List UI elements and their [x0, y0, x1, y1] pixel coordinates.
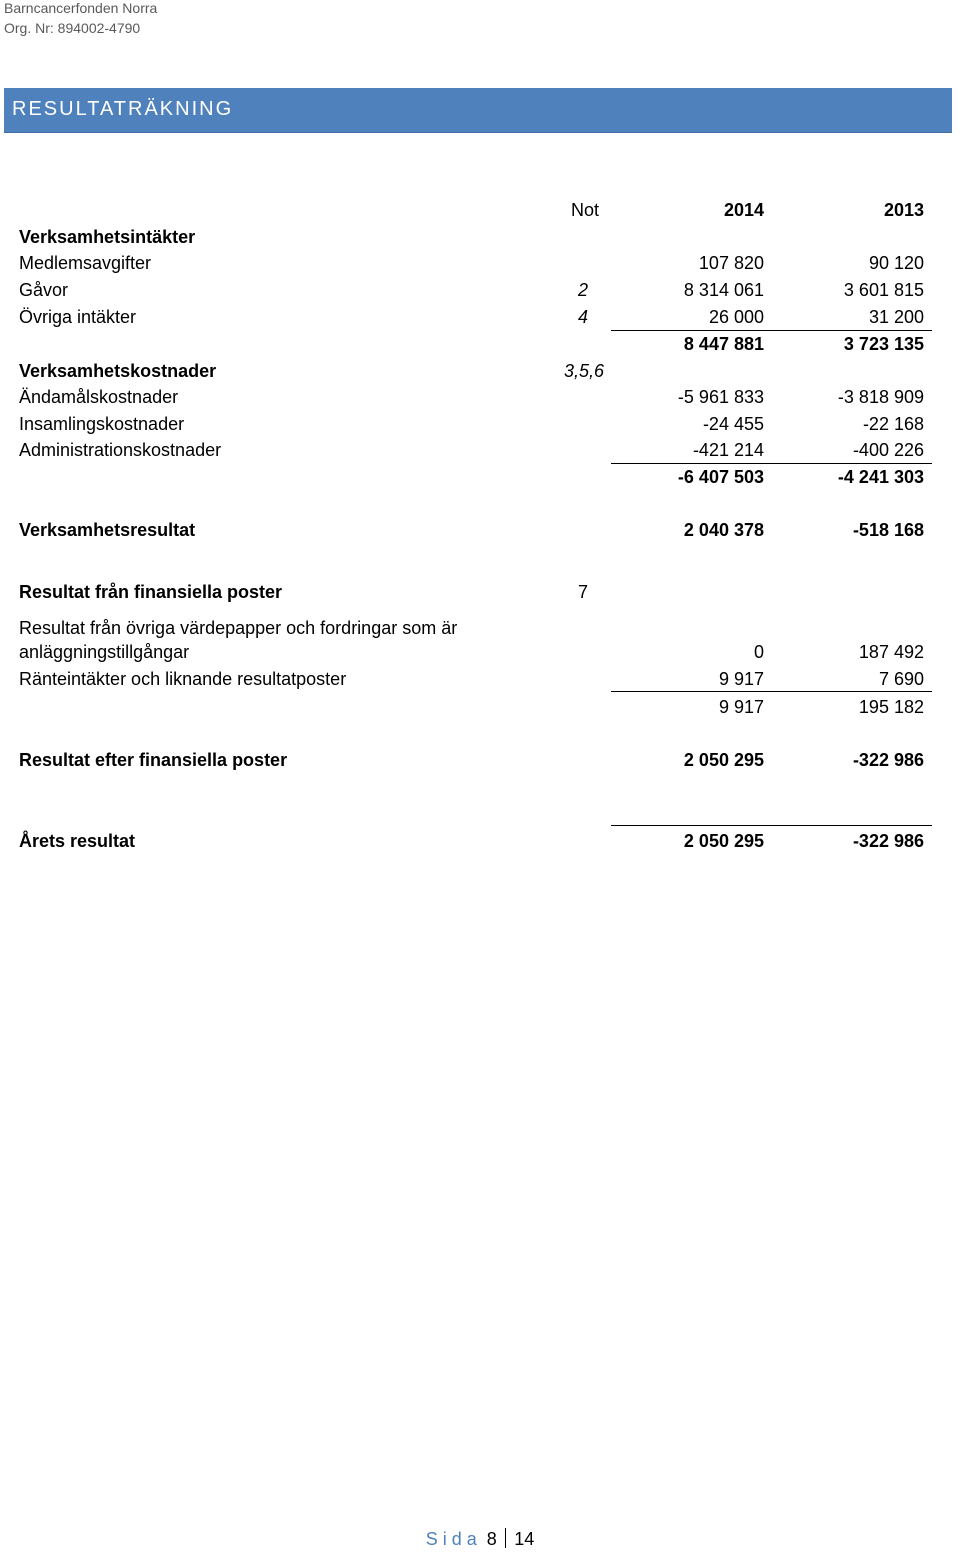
operating-result-2014: 2 040 378 [683, 520, 764, 540]
value-2013: -3 818 909 [837, 387, 924, 407]
note-ref: 7 [577, 582, 588, 602]
sum-rule [611, 691, 772, 692]
organization-name: Barncancerfonden Norra [4, 0, 158, 16]
value-2014: 9 917 [718, 669, 764, 689]
column-header-2014: 2014 [723, 200, 764, 220]
costs-heading: Verksamhetskostnader [19, 361, 217, 381]
value-2013: -22 168 [862, 414, 924, 434]
income-total-2014: 8 447 881 [683, 334, 764, 354]
operating-result-2013: -518 168 [852, 520, 924, 540]
year-result-label: Årets resultat [19, 831, 136, 851]
row-label: Ränteintäkter och liknande resultatposter [19, 669, 347, 689]
value-2013: 90 120 [868, 253, 924, 273]
organization-number: Org. Nr: 894002-4790 [4, 20, 141, 36]
year-result-2014: 2 050 295 [683, 831, 764, 851]
row-label: Medlemsavgifter [19, 253, 152, 273]
row-label: Gåvor [19, 280, 69, 300]
row-label: Administrationskostnader [19, 440, 222, 460]
sum-rule [772, 330, 932, 331]
financial-total-2013: 195 182 [858, 697, 924, 717]
value-2013: -400 226 [852, 440, 924, 460]
value-2014: -24 455 [702, 414, 764, 434]
sum-rule [772, 825, 932, 826]
value-2013: 187 492 [858, 642, 924, 662]
column-header-not: Not [570, 200, 599, 220]
row-label: Insamlingskostnader [19, 414, 185, 434]
value-2013: 3 601 815 [843, 280, 924, 300]
year-result-2013: -322 986 [852, 831, 924, 851]
row-label: Övriga intäkter [19, 307, 137, 327]
column-header-2013: 2013 [883, 200, 924, 220]
after-financial-2014: 2 050 295 [683, 750, 764, 770]
value-2014: 26 000 [708, 307, 764, 327]
footer-separator [505, 1528, 507, 1548]
sum-rule [611, 825, 772, 826]
sum-rule [772, 691, 932, 692]
row-label: Ändamålskostnader [19, 387, 179, 407]
value-2013: 7 690 [878, 669, 924, 689]
note-ref: 3,5,6 [563, 361, 604, 381]
value-2013: 31 200 [868, 307, 924, 327]
sum-rule [611, 330, 772, 331]
note-ref: 2 [577, 280, 588, 300]
section-banner [4, 88, 952, 133]
value-2014: 0 [753, 642, 764, 662]
operating-result-label: Verksamhetsresultat [19, 520, 196, 540]
sum-rule [772, 463, 932, 464]
value-2014: -421 214 [692, 440, 764, 460]
row-label: Resultat från övriga värdepapper och fordringar som är [19, 618, 458, 638]
section-title: RESULTATRÄKNING [12, 98, 234, 120]
sum-rule [611, 463, 772, 464]
financial-heading: Resultat från finansiella poster [19, 582, 283, 602]
value-2014: 107 820 [698, 253, 764, 273]
footer-page-total: 14 [514, 1529, 535, 1549]
income-total-2013: 3 723 135 [843, 334, 924, 354]
costs-total-2014: -6 407 503 [677, 467, 764, 487]
row-label-continued: anläggningstillgångar [19, 642, 190, 662]
financial-total-2014: 9 917 [718, 697, 764, 717]
after-financial-2013: -322 986 [852, 750, 924, 770]
footer-sida: Sida [425, 1529, 482, 1549]
value-2014: -5 961 833 [677, 387, 764, 407]
footer-page-number: 8 [486, 1529, 497, 1549]
income-heading: Verksamhetsintäkter [19, 227, 196, 247]
page-footer [0, 1528, 960, 1550]
note-ref: 4 [577, 307, 588, 327]
value-2014: 8 314 061 [683, 280, 764, 300]
costs-total-2013: -4 241 303 [837, 467, 924, 487]
after-financial-label: Resultat efter finansiella poster [19, 750, 288, 770]
